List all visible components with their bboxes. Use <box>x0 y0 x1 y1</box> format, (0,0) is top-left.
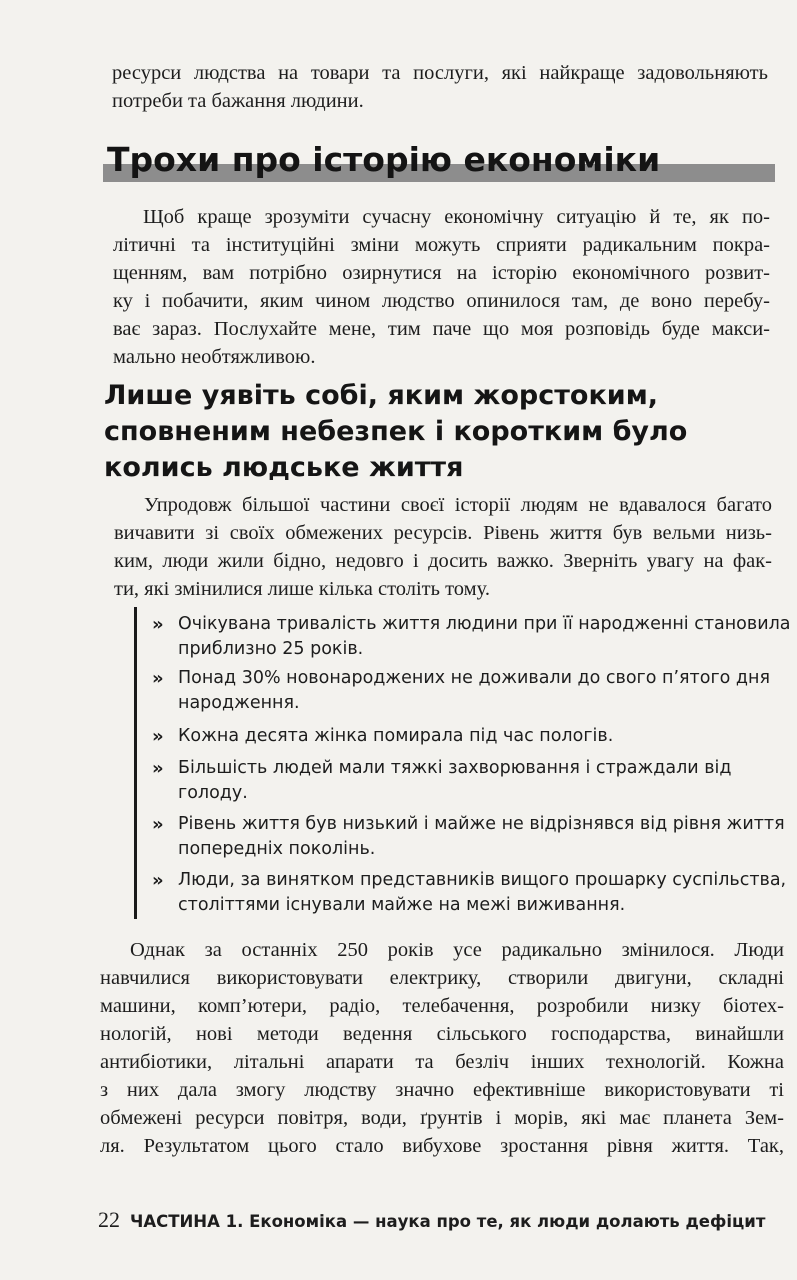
subheading-line: колись людське життя <box>104 452 464 483</box>
paragraph-line: ває зараз. Послухайте мене, тим паче що моя розповідь буде макси- <box>113 318 770 340</box>
paragraph-line: з них дала змогу людству значно ефективніше використовувати ті <box>100 1079 784 1101</box>
paragraph-line: вичавити зі своїх обмежених ресурсів. Рівень життя був вельми низь- <box>114 522 772 544</box>
paragraph-line: Однак за останніх 250 років усе радикально змінилося. Люди <box>130 939 784 961</box>
paragraph-line: мально необтяжливою. <box>113 346 316 368</box>
bullet-text: Рівень життя був низький і майже не відрізнявся від рівня життя попередніх поколінь. <box>178 814 785 859</box>
chevron-bullet-icon: » <box>152 668 164 689</box>
section-heading-block <box>103 138 775 186</box>
bullet-text: Кожна десята жінка помирала під час пологів. <box>178 726 614 746</box>
chevron-bullet-icon: » <box>152 726 164 747</box>
paragraph-line: ку і побачити, яким чином людство опинилося там, де воно перебу- <box>113 290 770 312</box>
paragraph-line: Упродовж більшої частини своєї історії людям не вдавалося багато <box>144 494 772 516</box>
paragraph-line: ти, які змінилися лише кілька століть тому. <box>114 578 490 600</box>
bullet-text: Більшість людей мали тяжкі захворювання і страждали від голоду. <box>178 758 732 803</box>
paragraph-line: нологій, нові методи ведення сільського господарства, винайшли <box>100 1023 784 1045</box>
paragraph-line: навчилися використовувати електрику, створили двигуни, складні <box>100 967 784 989</box>
paragraph-line: ля. Результатом цього стало вибухове зростання рівня життя. Так, <box>100 1135 784 1157</box>
paragraph-line: щенням, вам потрібно озирнутися на історію економічного розвит- <box>113 262 770 284</box>
paragraph-line: обмежені ресурси повітря, води, ґрунтів і морів, які має планета Зем- <box>100 1107 784 1129</box>
paragraph-line: Щоб краще зрозуміти сучасну економічну ситуацію й те, як по- <box>143 206 770 228</box>
chevron-bullet-icon: » <box>152 870 164 891</box>
subheading-line: Лише уявіть собі, яким жорстоким, <box>104 380 659 411</box>
subheading-line: сповненим небезпек і коротким було <box>104 416 688 447</box>
bullet-list-rule <box>134 607 137 919</box>
bullet-text: Люди, за винятком представників вищого прошарку суспільства, століттями існували майже на межі виживання. <box>178 870 787 915</box>
running-footer-title: ЧАСТИНА 1. Економіка — наука про те, як люди долають дефіцит <box>130 1212 766 1231</box>
intro-line: потреби та бажання людини. <box>112 90 364 112</box>
bullet-text: Понад 30% новонароджених не доживали до свого п’ятого дня народження. <box>178 668 770 713</box>
chevron-bullet-icon: » <box>152 814 164 835</box>
bullet-text: Очікувана тривалість життя людини при її народженні становила приблизно 25 років. <box>178 614 791 659</box>
section-heading: Трохи про історію економіки <box>107 140 661 179</box>
page-footer <box>98 1207 766 1237</box>
intro-line: ресурси людства на товари та послуги, які найкраще задовольняють <box>112 62 768 84</box>
chevron-bullet-icon: » <box>152 758 164 779</box>
paragraph-line: машини, комп’ютери, радіо, телебачення, розробили низку біотех- <box>100 995 784 1017</box>
page-number: 22 <box>98 1207 120 1232</box>
paragraph-line: ким, люди жили бідно, недовго і досить важко. Зверніть увагу на фак- <box>114 550 772 572</box>
chevron-bullet-icon: » <box>152 614 164 635</box>
paragraph-line: літичні та інституційні зміни можуть сприяти радикальним покра- <box>113 234 770 256</box>
paragraph-line: антибіотики, літальні апарати та безліч інших технологій. Кожна <box>100 1051 784 1073</box>
